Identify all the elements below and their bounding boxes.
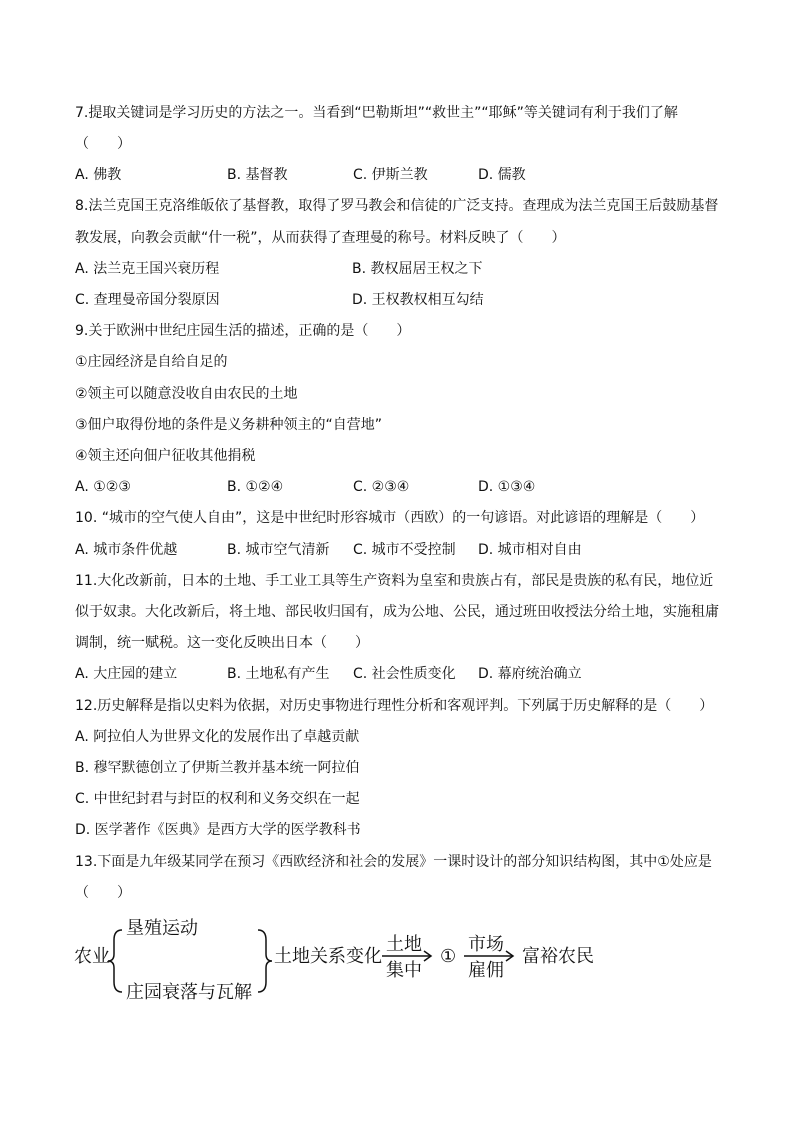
diagram-arrow2-top-label: 市场	[468, 934, 504, 955]
q12-option-c: C. 中世纪封君与封臣的权利和义务交织在一起	[75, 791, 360, 807]
q8-stem-line2: 教发展，向教会贡献“什一税”，从而获得了查理曼的称号。材料反映了（ ）	[75, 230, 566, 246]
q11-stem-line2: 似于奴隶。大化改新后，将土地、部民收归国有，成为公地、公民，通过班田收授法分给土地，实施租庸	[75, 604, 719, 620]
diagram-arrow1-bottom-label: 集中	[386, 960, 422, 981]
q7-option-c: C. 伊斯兰教	[353, 167, 428, 183]
diagram-result: 土地关系变化	[274, 946, 382, 967]
q7-option-d: D. 儒教	[478, 167, 526, 183]
q11-stem-line3: 调制，统一赋税。这一变化反映出日本（ ）	[75, 635, 369, 651]
q11-stem-line1: 11.大化改新前，日本的土地、手工业工具等生产资料为皇室和贵族占有，部民是贵族的私有民，地位近	[75, 573, 714, 589]
q9-stem: 9.关于欧洲中世纪庄园生活的描述，正确的是（ ）	[75, 323, 411, 339]
right-brace-icon	[254, 926, 274, 996]
q11-option-a: A. 大庄园的建立	[75, 666, 178, 682]
q12-option-b: B. 穆罕默德创立了伊斯兰教并基本统一阿拉伯	[75, 760, 360, 776]
q13-stem-line1: 13.下面是九年级某同学在预习《西欧经济和社会的发展》一课时设计的部分知识结构图，其中①处应是	[75, 854, 712, 870]
q12-option-a: A. 阿拉伯人为世界文化的发展作出了卓越贡献	[75, 729, 360, 745]
q9-item-3: ③佃户取得份地的条件是义务耕种领主的“自营地”	[75, 417, 383, 433]
q8-option-d: D. 王权教权相互勾结	[352, 292, 484, 308]
q7-option-a: A. 佛教	[75, 167, 122, 183]
q8-option-a: A. 法兰克王国兴衰历程	[75, 261, 220, 277]
q9-item-4: ④领主还向佃户征收其他捐税	[75, 448, 256, 464]
q10-option-c: C. 城市不受控制	[353, 542, 456, 558]
q7-stem-line1: 7.提取关键词是学习历史的方法之一。当看到“巴勒斯坦”“救世主”“耶稣”等关键词有利于我们了解	[75, 105, 678, 121]
q7-option-b: B. 基督教	[227, 167, 288, 183]
q9-item-1: ①庄园经济是自给自足的	[75, 354, 228, 370]
diagram-branch-bottom: 庄园衰落与瓦解	[126, 982, 252, 1003]
diagram-arrow2-bottom-label: 雇佣	[468, 960, 504, 981]
q9-option-d: D. ①③④	[478, 479, 536, 495]
q12-stem: 12.历史解释是指以史料为依据，对历史事物进行理性分析和客观评判。下列属于历史解释的是（ ）	[75, 698, 714, 714]
q8-option-c: C. 查理曼帝国分裂原因	[75, 292, 220, 308]
q10-option-a: A. 城市条件优越	[75, 542, 178, 558]
q10-option-d: D. 城市相对自由	[478, 542, 582, 558]
diagram-root: 农业	[74, 946, 110, 967]
q13-stem-line2: （ ）	[75, 885, 131, 901]
q10-stem: 10. “城市的空气使人自由”，这是中世纪时形容城市（西欧）的一句谚语。对此谚语的理解是（ ）	[75, 510, 705, 526]
q11-option-b: B. 土地私有产生	[227, 666, 330, 682]
q9-option-a: A. ①②③	[75, 479, 131, 495]
q7-stem-line2: （ ）	[75, 136, 131, 152]
q10-option-b: B. 城市空气清新	[227, 542, 330, 558]
q11-option-c: C. 社会性质变化	[353, 666, 456, 682]
q8-stem-line1: 8.法兰克国王克洛维皈依了基督教，取得了罗马教会和信徒的广泛支持。查理成为法兰克国王后鼓励基督	[75, 198, 719, 214]
diagram-blank-marker: ①	[440, 946, 457, 967]
q11-option-d: D. 幕府统治确立	[478, 666, 582, 682]
diagram-arrow1-top-label: 土地	[386, 934, 422, 955]
q9-option-b: B. ①②④	[227, 479, 284, 495]
q8-option-b: B. 教权屈居王权之下	[352, 261, 483, 277]
left-brace-icon	[106, 926, 126, 996]
q9-item-2: ②领主可以随意没收自由农民的土地	[75, 386, 298, 402]
diagram-branch-top: 垦殖运动	[126, 918, 198, 939]
diagram-end: 富裕农民	[522, 946, 594, 967]
q9-option-c: C. ②③④	[353, 479, 410, 495]
q12-option-d: D. 医学著作《医典》是西方大学的医学教科书	[75, 822, 361, 838]
